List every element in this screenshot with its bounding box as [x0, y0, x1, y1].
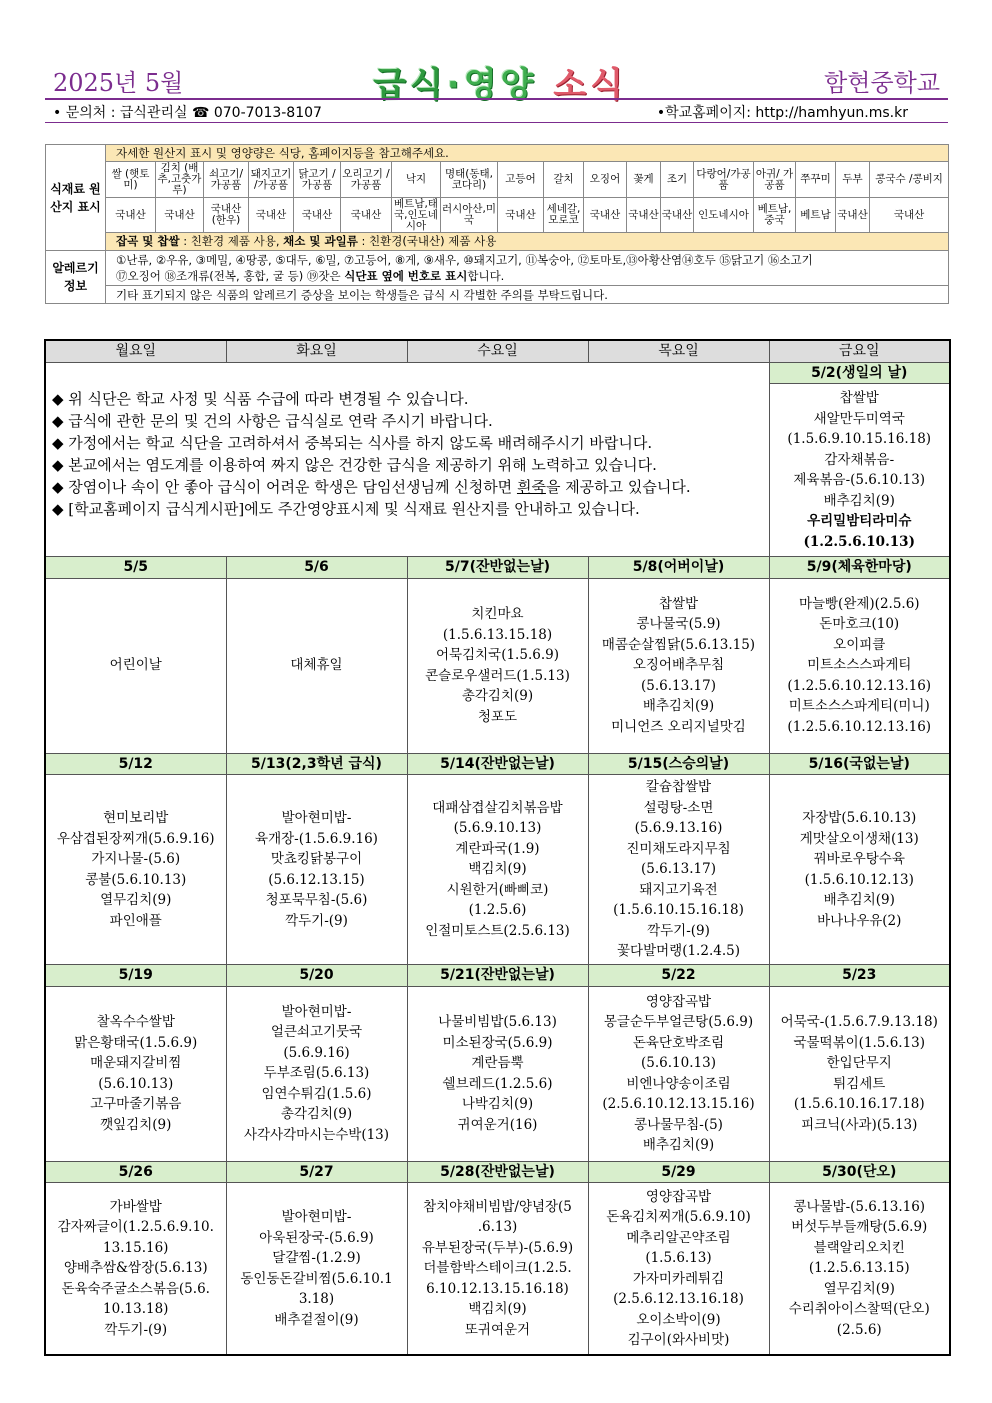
menu-item: 또귀여운거 — [464, 1321, 531, 1338]
menu-item: 달걀찜-(1.2.9) — [272, 1250, 361, 1266]
notice-1: ◆ 위 식단은 학교 사정 및 식품 수급에 따라 변경될 수 있습니다. — [52, 389, 469, 408]
menu-item: 깍두기-(9) — [104, 1321, 168, 1338]
menu-item: 설렁탕-소면 — [643, 799, 714, 816]
date-row — [45, 965, 950, 987]
menu-item: 얼큰쇠고기뭇국 — [270, 1024, 363, 1041]
menu-item: 참치야채비빔밥/양념장(5 — [423, 1198, 572, 1215]
menu-cell — [588, 986, 769, 1161]
date-cell: 5/23 — [769, 965, 950, 987]
origin-item-country: 국내산 — [661, 198, 694, 233]
date-cell: 5/13(2,3학년 급식) — [226, 753, 407, 775]
notice-5-end: 을 제공하고 있습니다. — [545, 477, 691, 496]
date-cell: 5/29 — [588, 1161, 769, 1183]
menu-item: 아욱된장국-(5.6.9) — [259, 1229, 374, 1246]
notice-5-text: ◆ 장염이나 속이 안 좋아 급식이 어려운 학생은 담임선생님께 신청하면 — [52, 477, 517, 496]
notice-3: ◆ 가정에서는 학교 식단을 고려하셔서 중복되는 식사를 하지 않도록 배려해주시기 바랍니다. — [52, 433, 653, 452]
menu-item: 열무김치(9) — [100, 892, 172, 908]
menu-item-special: (1.2.5.6.10.13) — [803, 533, 915, 550]
menu-item: 미니언즈 오리지널맛김 — [611, 718, 746, 735]
menu-item: 6.10.12.13.15.16.18) — [426, 1280, 569, 1297]
menu-cell — [226, 775, 407, 965]
menu-item: 미트소스스파게티 — [807, 657, 912, 674]
menu-item: 꽃다발머랭(1.2.4.5) — [617, 943, 740, 960]
menu-item: 10.13.18) — [103, 1301, 169, 1318]
menu-item: 찹쌀밥 — [839, 390, 879, 406]
origin-item-country: 세네갈,모로코 — [544, 198, 584, 233]
menu-cell — [588, 1183, 769, 1356]
menu-item: 블랙알리오치킨 — [813, 1239, 905, 1256]
school-name: 함현중학교 — [824, 69, 940, 97]
menu-item: 발아현미밥- — [281, 1209, 352, 1225]
menu-cell-5-2 — [769, 384, 950, 557]
menu-item: (1.5.6.10.15.16.18) — [613, 902, 744, 919]
menu-item: 돼지고기육전 — [639, 881, 718, 898]
date-cell: 5/22 — [588, 965, 769, 987]
date-cell: 5/15(스승의날) — [588, 753, 769, 775]
menu-cell — [45, 986, 226, 1161]
menu-item: 계란듬뿍 — [471, 1055, 524, 1071]
menu-item: (5.6.13.17) — [641, 861, 716, 878]
menu-item: 바나나우유(2) — [817, 912, 902, 929]
allergy-label: 알레르기 정보 — [46, 251, 106, 304]
menu-item: (1.5.6.10.12.13) — [804, 871, 914, 888]
date-cell: 5/9(체육한마당) — [769, 557, 950, 579]
menu-item: (1.2.5.6) — [468, 902, 527, 919]
menu-item: 더블함박스테이크(1.2.5. — [423, 1260, 572, 1277]
menu-item: (5.6.10.13) — [98, 1075, 174, 1092]
menu-item: 콩불(5.6.10.13) — [85, 871, 187, 888]
date-cell: 5/12 — [45, 753, 226, 775]
menu-item: 깍두기-(9) — [285, 912, 348, 929]
menu-item: 어묵김치국(1.5.6.9) — [436, 647, 559, 663]
header — [45, 55, 948, 105]
origin-item-country: 베트남,중국 — [754, 198, 796, 233]
eco-note — [106, 233, 949, 251]
allergy-line-2: ⑰오징어 ⑱조개류(전복, 홍합, 굴 등) ⑲잣은 — [116, 269, 345, 283]
menu-item: 열무김치(9) — [823, 1280, 895, 1297]
date-cell: 5/19 — [45, 965, 226, 987]
menu-item: 귀여운거(16) — [457, 1116, 538, 1133]
menu-item-special: 우리밀밤티라미슈 — [807, 513, 912, 529]
menu-item: 감자채볶음- — [824, 451, 895, 468]
menu-row — [45, 986, 950, 1161]
homepage-link[interactable]: •학교홈페이지: http://hamhyun.ms.kr — [656, 105, 908, 121]
origin-item-name: 쌀 (햇토미) — [106, 162, 156, 198]
menu-item: 인절미토스트(2.5.6.13) — [425, 922, 570, 939]
menu-item: 쉘브레드(1.2.5.6) — [442, 1075, 553, 1092]
menu-item: (1.5.6.13) — [645, 1250, 712, 1266]
menu-item: (1.2.5.6.10.12.13.16) — [787, 718, 932, 735]
menu-item: 발아현미밥- — [281, 1003, 352, 1020]
menu-item: 몽글순두부얼큰탕(5.6.9) — [603, 1014, 754, 1030]
menu-item: 깍두기-(9) — [647, 922, 710, 939]
menu-cell — [45, 775, 226, 965]
date-5-2: 5/2(생일의 날) — [769, 362, 950, 384]
menu-item: 임연수튀김(1.5.6) — [261, 1085, 372, 1102]
notice-2: ◆ 급식에 관한 문의 및 건의 사항은 급식실로 연락 주시기 바랍니다. — [52, 411, 493, 430]
origin-item-name: 쇠고기/ 가공품 — [204, 162, 249, 198]
menu-item: (2.5.6.12.13.16.18) — [613, 1291, 744, 1307]
menu-item: 오이소박이(9) — [636, 1311, 721, 1328]
menu-cell — [45, 578, 226, 753]
menu-cell — [769, 578, 950, 753]
menu-item: 13.15.16) — [103, 1239, 169, 1256]
origin-item-name: 콩국수 /콩비지 — [870, 162, 949, 198]
origin-item-name: 오리고기 /가공품 — [341, 162, 392, 198]
title-part-meal: 급식 — [373, 65, 447, 105]
menu-item: 국물떡볶이(1.5.6.13) — [793, 1034, 926, 1051]
menu-item: 총각김치(9) — [461, 688, 534, 704]
date-row — [45, 753, 950, 775]
origin-item-country: 국내산 — [156, 198, 204, 233]
menu-item: 배추김치(9) — [823, 492, 895, 509]
menu-item: 어묵국-(1.5.6.7.9.13.18) — [780, 1014, 938, 1030]
menu-item: 양배추쌈&쌈장(5.6.13) — [63, 1260, 208, 1277]
menu-item: 동인동돈갈비찜(5.6.10.1 — [240, 1270, 393, 1287]
date-cell: 5/16(국없는날) — [769, 753, 950, 775]
date-cell: 5/30(단오) — [769, 1161, 950, 1183]
menu-cell — [769, 986, 950, 1161]
menu-table — [44, 339, 951, 1356]
origin-label: 식재료 원산지 표시 — [46, 145, 106, 251]
menu-item: 한입단무지 — [826, 1055, 892, 1071]
date-cell: 5/5 — [45, 557, 226, 579]
menu-item: 매운돼지갈비찜 — [90, 1055, 182, 1071]
menu-item: 수리취아이스찰떡(단오) — [788, 1301, 930, 1318]
menu-item: 배추김치(9) — [823, 892, 895, 908]
origin-item-country: 국내산 (한우) — [204, 198, 249, 233]
menu-item: 콩나물무침-(5) — [634, 1116, 723, 1133]
menu-cell — [407, 578, 588, 753]
menu-item: 매콤순살찜닭(5.6.13.15) — [601, 636, 756, 653]
menu-cell — [407, 1183, 588, 1356]
origin-item-name: 닭고기 /가공품 — [294, 162, 341, 198]
weekday-header: 금요일 — [769, 340, 950, 362]
menu-item: 현미보리밥 — [103, 810, 169, 826]
menu-item: 깻잎김치(9) — [100, 1116, 172, 1133]
menu-item: (1.5.6.10.16.17.18) — [793, 1096, 925, 1112]
menu-item: 사각사각마시는수박(13) — [243, 1126, 390, 1143]
title-part-news: 소식 — [553, 65, 627, 105]
menu-item: 발아현미밥- — [281, 810, 352, 826]
menu-item: (5.6.9.16) — [283, 1044, 350, 1061]
menu-item: 청포도 — [477, 708, 518, 725]
menu-item: 배추김치(9) — [642, 698, 715, 715]
origin-item-name: 아귀/ 가공품 — [754, 162, 796, 198]
origin-item-country: 국내산 — [870, 198, 949, 233]
menu-item: 시원한거(빠삐코) — [446, 881, 549, 898]
menu-item: 게맛살오이생채(13) — [799, 830, 919, 847]
origin-note: 자세한 원산지 표시 및 영양량은 식당, 홈페이지등을 참고해주세요. — [106, 145, 949, 162]
date-cell: 5/21(잔반없는날) — [407, 965, 588, 987]
menu-cell — [45, 1183, 226, 1356]
menu-item: 영양잡곡밥 — [645, 993, 712, 1010]
menu-item: 돈육숙주굴소스볶음(5.6. — [61, 1280, 210, 1297]
eco-grain-label: 잡곡 및 찹쌀 — [116, 234, 180, 248]
menu-item: 튀김세트 — [833, 1075, 886, 1092]
notice-5 — [52, 476, 765, 498]
date-cell: 5/7(잔반없는날) — [407, 557, 588, 579]
title-part-nutrition: 영양 — [463, 65, 538, 105]
menu-item: 자장밥(5.6.10.13) — [802, 810, 917, 826]
weekday-header: 수요일 — [407, 340, 588, 362]
origin-item-name: 조기 — [661, 162, 694, 198]
menu-item: 새알만두미역국 — [813, 410, 905, 427]
date-cell: 5/26 — [45, 1161, 226, 1183]
date-cell: 5/28(잔반없는날) — [407, 1161, 588, 1183]
menu-item: 김구이(와사비맛) — [627, 1332, 730, 1348]
menu-item: 치킨마요 — [471, 606, 524, 622]
date-cell: 5/8(어버이날) — [588, 557, 769, 579]
menu-item: 칼슘찹쌀밥 — [645, 779, 712, 796]
menu-item: 육개장-(1.5.6.9.16) — [255, 830, 378, 847]
notice-box — [45, 362, 769, 557]
notice-4: ◆ 본교에서는 염도계를 이용하여 짜지 않은 건강한 급식을 제공하기 위해 노력하고 있습니다. — [52, 455, 657, 474]
menu-item: (5.6.9.13.16) — [634, 820, 723, 837]
menu-item: 진미채도라지무침 — [626, 840, 731, 857]
menu-item: 두부조림(5.6.13) — [263, 1065, 370, 1082]
allergy-line-2-end: 합니다. — [467, 269, 505, 283]
menu-item: 감자짜글이(1.2.5.6.9.10. — [57, 1219, 214, 1236]
menu-item: 마늘빵(완제)(2.5.6) — [798, 595, 920, 612]
menu-cell — [226, 1183, 407, 1356]
menu-cell — [588, 578, 769, 753]
weekday-header: 월요일 — [45, 340, 226, 362]
menu-item: 파인애플 — [109, 912, 162, 929]
menu-row — [45, 775, 950, 965]
menu-cell — [226, 986, 407, 1161]
origin-item-name: 고등어 — [498, 162, 544, 198]
menu-item: 맛쵸킹닭봉구이 — [270, 851, 363, 867]
origin-item-name: 오징어 — [584, 162, 627, 198]
menu-cell — [588, 775, 769, 965]
origin-item-country: 국내산 — [341, 198, 392, 233]
allergy-line-1: ①난류, ②우유, ③메밀, ④땅콩, ⑤대두, ⑥밀, ⑦고등어, ⑧게, ⑨새우, ⑩돼지고기, ⑪복숭아, ⑫토마토,⑬아황산염⑭호두 ⑮닭고기 ⑯소고기 — [116, 253, 813, 267]
origin-item-name: 낙지 — [392, 162, 441, 198]
origin-item-name: 다랑어/가공품 — [694, 162, 754, 198]
menu-item: 대체휴일 — [290, 657, 343, 674]
date-cell: 5/6 — [226, 557, 407, 579]
menu-item: 우삼겹된장찌개(5.6.9.16) — [56, 830, 215, 847]
menu-item: 가자미카레튀김 — [632, 1270, 725, 1287]
date-cell: 5/20 — [226, 965, 407, 987]
origin-item-country: 국내산 — [249, 198, 294, 233]
origin-item-name: 갈치 — [544, 162, 584, 198]
notice-6: ◆ [학교홈페이지 급식게시판]에도 주간영양표시제 및 식재료 원산지를 안내하고 있습니다. — [52, 499, 640, 518]
menu-item: 미소된장국(5.6.9) — [442, 1034, 553, 1051]
menu-item: 미트소스스파게티(미니) — [788, 698, 930, 715]
menu-item: 백김치(9) — [468, 861, 527, 878]
year-month: 2025년 5월 — [53, 69, 184, 97]
allergy-line-2-bold: 식단표 옆에 번호로 표시 — [344, 269, 468, 283]
menu-item: 영양잡곡밥 — [645, 1188, 712, 1205]
menu-item: 제육볶음-(5.6.10.13) — [793, 472, 926, 488]
menu-item: 배추김치(9) — [642, 1137, 715, 1153]
origin-item-country: 베트남 — [796, 198, 836, 233]
menu-item: (1.2.5.6.13.15) — [808, 1260, 910, 1277]
menu-row — [45, 578, 950, 753]
allergy-list — [106, 251, 949, 286]
menu-cell — [226, 578, 407, 753]
menu-item: 가지나물-(5.6) — [91, 851, 181, 867]
menu-item: 꿔바로우탕수육 — [813, 851, 905, 867]
menu-item: 피크닉(사과)(5.13) — [801, 1116, 918, 1133]
menu-item: 돈마호크(10) — [819, 616, 900, 633]
origin-item-country: 국내산 — [498, 198, 544, 233]
menu-item: 3.18) — [298, 1291, 335, 1307]
menu-row — [45, 1183, 950, 1356]
menu-item: (5.6.10.13) — [641, 1055, 716, 1071]
origin-item-country: 러시아산,미국 — [441, 198, 498, 233]
menu-item: 맑은황태국(1.5.6.9) — [74, 1034, 198, 1051]
menu-cell — [769, 1183, 950, 1356]
menu-item: (1.5.6.9.10.15.16.18) — [787, 431, 932, 447]
menu-item: (2.5.6) — [836, 1321, 882, 1338]
eco-veg-label: 채소 및 과일류 — [283, 234, 358, 248]
allergy-warning: 기타 표기되지 않은 식품의 알레르기 증상을 보이는 학생들은 급식 시 각별한 주의를 부탁드립니다. — [106, 286, 949, 304]
menu-item: 오징어배추무침 — [632, 657, 725, 674]
menu-item: (1.5.6.13.15.18) — [442, 626, 553, 643]
menu-item: 가바쌀밥 — [109, 1198, 162, 1215]
menu-item: 오이피클 — [833, 636, 886, 653]
menu-cell — [407, 775, 588, 965]
menu-item: 콘슬로우샐러드(1.5.13) — [425, 667, 570, 684]
origin-item-country: 국내산 — [294, 198, 341, 233]
menu-item: (5.6.9.10.13) — [453, 820, 542, 837]
menu-item: 메추리알곤약조림 — [626, 1229, 731, 1246]
menu-item: 콩나물밥-(5.6.13.16) — [793, 1198, 926, 1215]
menu-item: 버섯두부들깨탕(5.6.9) — [791, 1219, 928, 1236]
date-cell: 5/14(잔반없는날) — [407, 753, 588, 775]
date-row — [45, 557, 950, 579]
origin-item-name: 쭈꾸미 — [796, 162, 836, 198]
menu-item: 돈육김치찌개(5.6.9.10) — [606, 1209, 751, 1225]
weekday-header: 화요일 — [226, 340, 407, 362]
origin-item-country: 국내산 — [836, 198, 870, 233]
origin-item-name: 명태(동태,코다리) — [441, 162, 498, 198]
origin-item-country: 인도네시아 — [694, 198, 754, 233]
menu-item: 고구마줄기볶음 — [90, 1096, 182, 1112]
menu-item: (1.2.5.6.10.12.13.16) — [787, 677, 932, 694]
origin-item-name: 두부 — [836, 162, 870, 198]
origin-item-country: 국내산 — [584, 198, 627, 233]
menu-item: 콩나물국(5.9) — [636, 616, 721, 633]
menu-item: 계란파국(1.9) — [455, 840, 540, 857]
menu-item: 어린이날 — [109, 657, 162, 674]
eco-veg-text: : 친환경(국내산) 제품 사용 — [357, 234, 497, 248]
menu-item: .6.13) — [477, 1219, 518, 1236]
menu-item: 찰옥수수쌀밥 — [96, 1014, 175, 1030]
origin-info-table — [45, 144, 949, 304]
menu-item: 백김치(9) — [468, 1301, 527, 1318]
menu-item: 유부된장국(두부)-(5.6.9) — [421, 1239, 574, 1256]
menu-item: (5.6.12.13.15) — [268, 871, 365, 888]
origin-item-name: 김치 (배추,고춧가루) — [156, 162, 204, 198]
menu-item: (2.5.6.10.12.13.15.16) — [602, 1096, 755, 1112]
contact-phone: • 문의처 : 급식관리실 ☎ 070-7013-8107 — [53, 105, 322, 121]
weekday-header: 목요일 — [588, 340, 769, 362]
menu-item: 대패삼겹살김치볶음밥 — [432, 799, 563, 816]
eco-grain-text: : 친환경 제품 사용, — [179, 234, 284, 248]
menu-cell — [769, 775, 950, 965]
title-separator: · — [446, 65, 464, 105]
menu-item: (5.6.13.17) — [641, 677, 716, 694]
date-row — [45, 1161, 950, 1183]
menu-item: 청포묵무침-(5.6) — [265, 892, 368, 908]
menu-item: 나물비빔밥(5.6.13) — [438, 1014, 557, 1030]
date-cell: 5/27 — [226, 1161, 407, 1183]
menu-item: 찹쌀밥 — [658, 595, 699, 612]
menu-item: 배추겉절이(9) — [274, 1311, 359, 1328]
menu-item: 돈육단호박조림 — [632, 1034, 725, 1051]
menu-item: 나박김치(9) — [461, 1096, 534, 1112]
notice-5-porridge: 흰죽 — [516, 477, 546, 496]
contact-bar — [45, 98, 948, 123]
origin-item-name: 꽃게 — [627, 162, 661, 198]
menu-cell — [407, 986, 588, 1161]
origin-item-country: 국내산 — [627, 198, 661, 233]
origin-item-name: 돼지고기 /가공품 — [249, 162, 294, 198]
menu-item: 총각김치(9) — [280, 1106, 353, 1123]
origin-item-country: 국내산 — [106, 198, 156, 233]
menu-item: 비엔나양송이조림 — [626, 1075, 731, 1092]
origin-item-country: 베트남,태국,인도네시아 — [392, 198, 441, 233]
